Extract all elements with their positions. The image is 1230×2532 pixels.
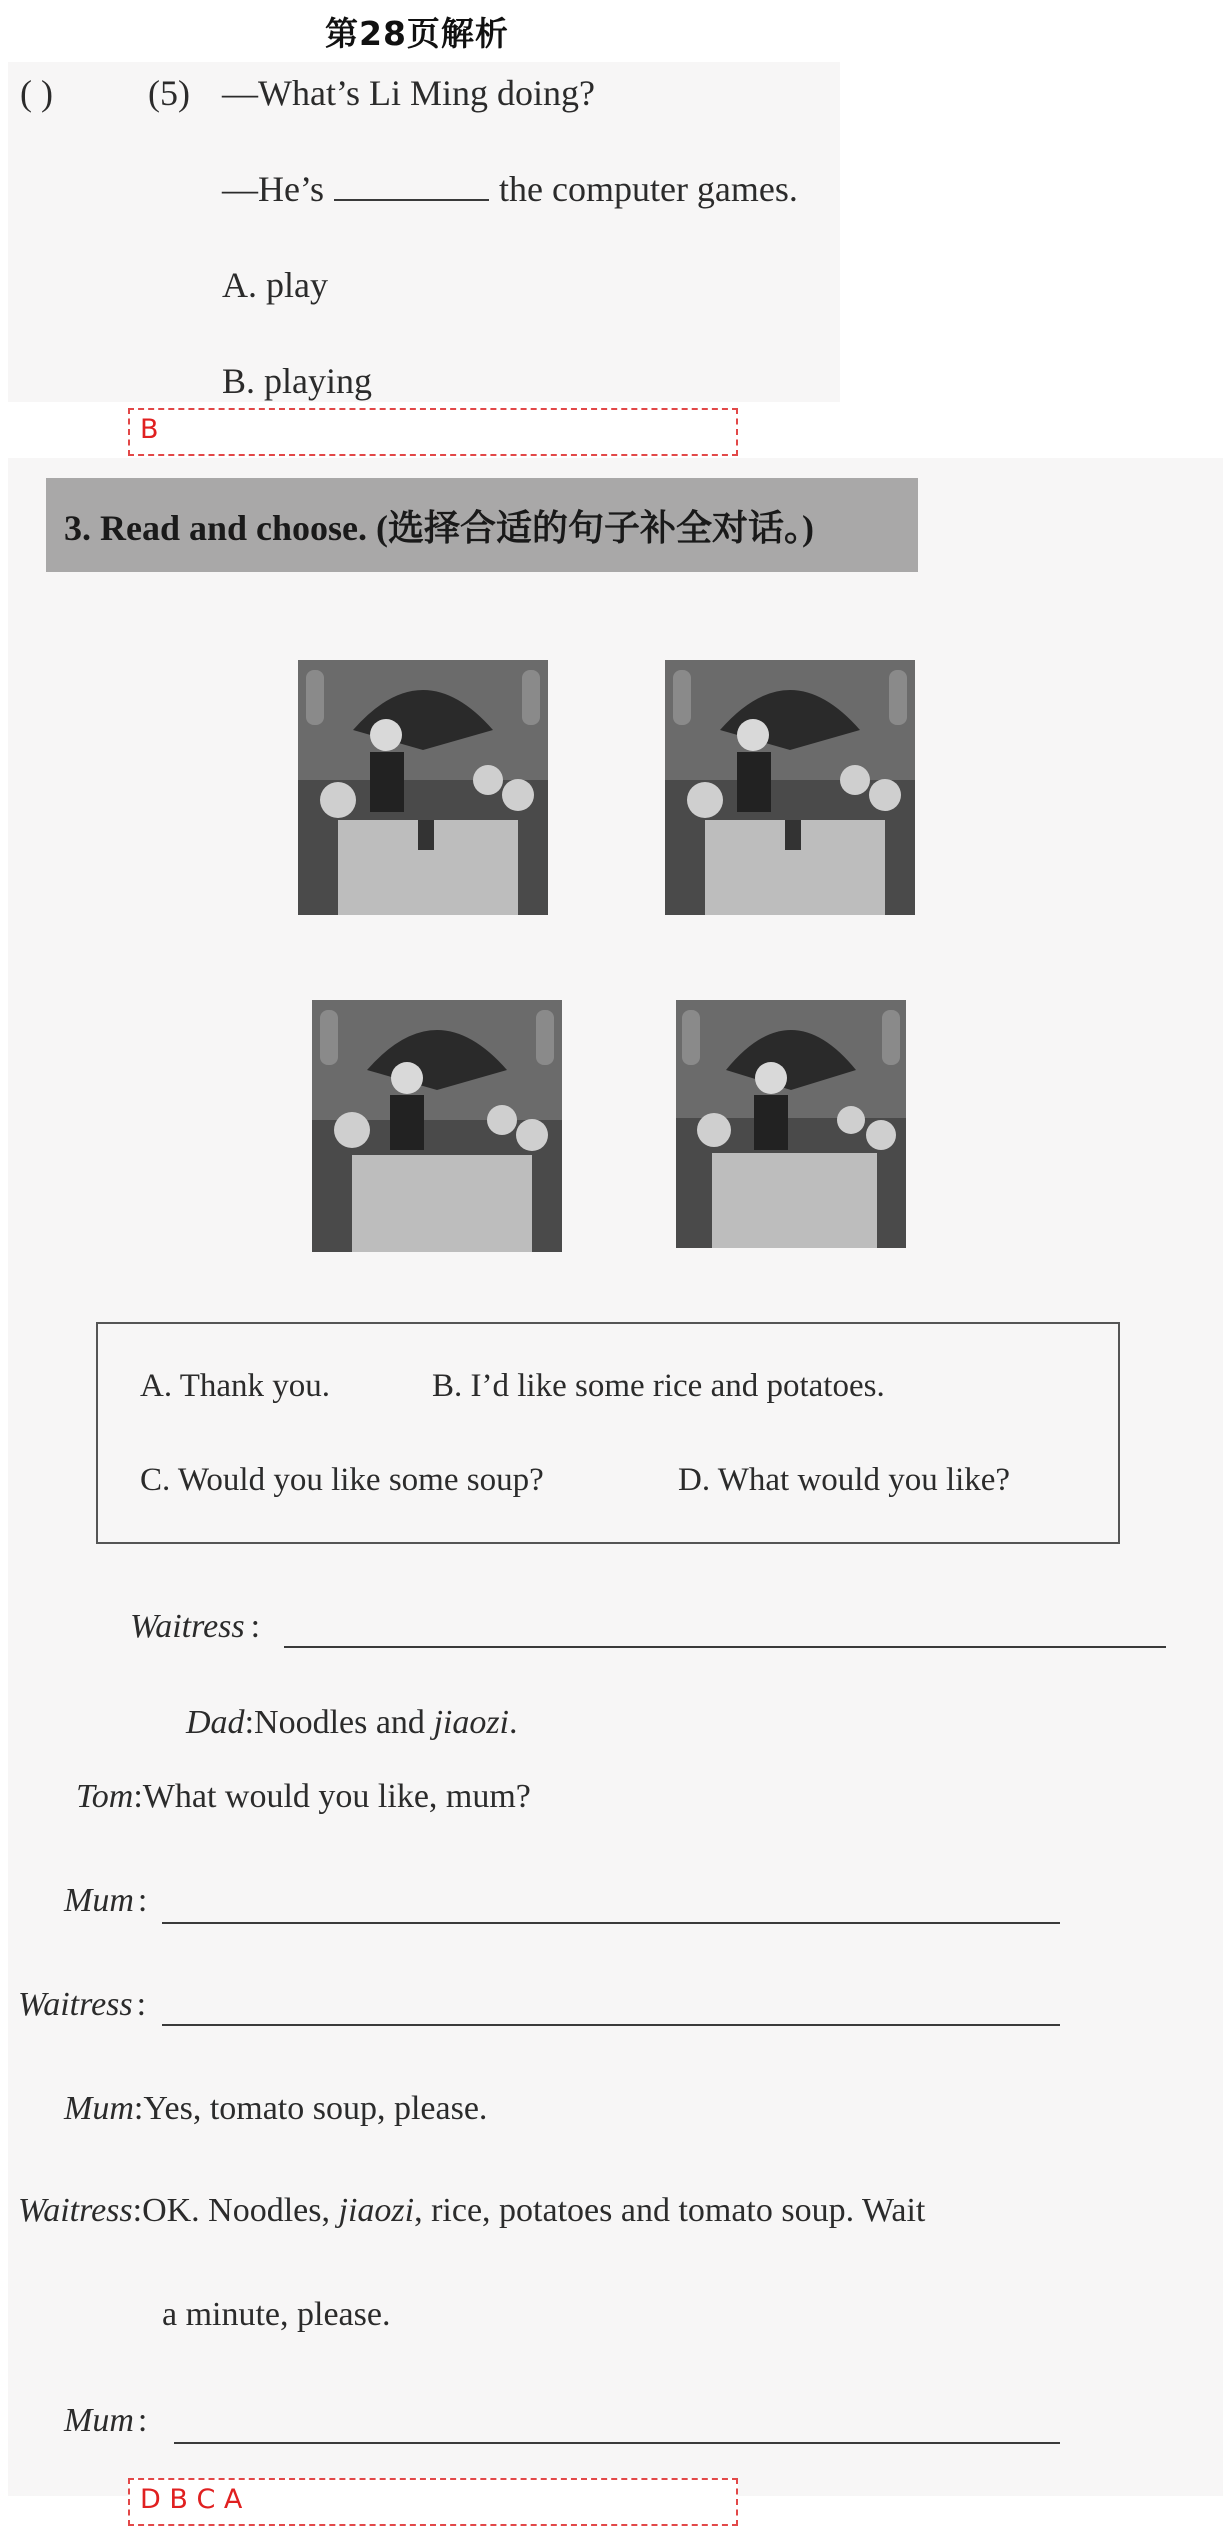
q5-blank — [334, 175, 489, 201]
answer-blank-3 — [162, 2024, 1060, 2026]
q5-question: —What’s Li Ming doing? — [222, 73, 595, 113]
dialogue-text: What would you like, mum? — [142, 1778, 531, 1815]
q5-answer-prefix: —He’s — [222, 169, 324, 209]
dialogue-line-7 — [18, 2192, 925, 2230]
dialogue-line-4 — [64, 1882, 147, 1920]
option-b: B. I’d like some rice and potatoes. — [432, 1368, 885, 1404]
q5-option-a: A. play — [222, 265, 328, 305]
section-3-answer-box — [128, 2478, 738, 2526]
option-d: D. What would you like? — [678, 1462, 1011, 1498]
speaker-mum: Mum — [64, 2090, 134, 2127]
dialogue-text: Yes, tomato soup, please. — [143, 2090, 488, 2127]
speaker-colon: : — [132, 2192, 143, 2229]
dialogue-line-5 — [18, 1986, 146, 2024]
page-title: 第28页解析 — [325, 14, 509, 53]
speaker-mum: Mum — [64, 2402, 134, 2439]
restaurant-picture-3 — [312, 1000, 562, 1252]
dialogue-line-8 — [64, 2402, 147, 2440]
section-3-answer-text: D B C A — [140, 2484, 243, 2515]
answer-blank-1 — [284, 1646, 1166, 1648]
dialogue-text-italic: jiaozi — [338, 2192, 415, 2229]
section-3-title: 3. Read and choose. (选择合适的句子补全对话。) — [46, 478, 918, 572]
restaurant-picture-1 — [298, 660, 548, 915]
speaker-colon: : — [136, 1986, 147, 2023]
speaker-waitress: Waitress — [18, 2192, 133, 2229]
dialogue-line-3 — [76, 1778, 531, 1816]
speaker-dad: Dad — [186, 1704, 245, 1741]
dialogue-text: . — [509, 1704, 518, 1741]
dialogue-line-2 — [186, 1704, 518, 1742]
q5-answer-box — [128, 408, 738, 456]
dialogue-line-7-continued: a minute, please. — [162, 2296, 391, 2333]
speaker-colon: : — [137, 1882, 148, 1919]
q5-option-b: B. playing — [222, 361, 372, 401]
q5-answer-text: B — [140, 414, 159, 445]
dialogue-text: OK. Noodles, — [142, 2192, 339, 2229]
dialogue-line-1 — [130, 1608, 260, 1646]
dialogue-text: Noodles and — [254, 1704, 434, 1741]
speaker-colon: : — [137, 2402, 148, 2439]
q5-answer-line — [222, 168, 798, 210]
speaker-colon: : — [133, 2090, 144, 2127]
speaker-tom: Tom — [76, 1778, 134, 1815]
speaker-waitress: Waitress — [18, 1986, 133, 2023]
speaker-mum: Mum — [64, 1882, 134, 1919]
speaker-colon: : — [244, 1704, 255, 1741]
answer-blank-2 — [162, 1922, 1060, 1924]
answer-blank-4 — [174, 2442, 1060, 2444]
dialogue-line-6 — [64, 2090, 487, 2128]
q5-number: (5) — [148, 73, 190, 113]
dialogue-text: , rice, potatoes and tomato soup. Wait — [414, 2192, 926, 2229]
restaurant-picture-4 — [676, 1000, 906, 1248]
options-box — [96, 1322, 1120, 1544]
option-c: C. Would you like some soup? — [140, 1462, 544, 1498]
option-a: A. Thank you. — [140, 1368, 331, 1404]
q5-answer-suffix: the computer games. — [499, 169, 798, 209]
dialogue-text-italic: jiaozi — [433, 1704, 510, 1741]
q5-bracket: ( ) — [20, 73, 53, 113]
speaker-waitress: Waitress — [130, 1608, 245, 1645]
speaker-colon: : — [250, 1608, 261, 1645]
restaurant-picture-2 — [665, 660, 915, 915]
speaker-colon: : — [133, 1778, 143, 1815]
